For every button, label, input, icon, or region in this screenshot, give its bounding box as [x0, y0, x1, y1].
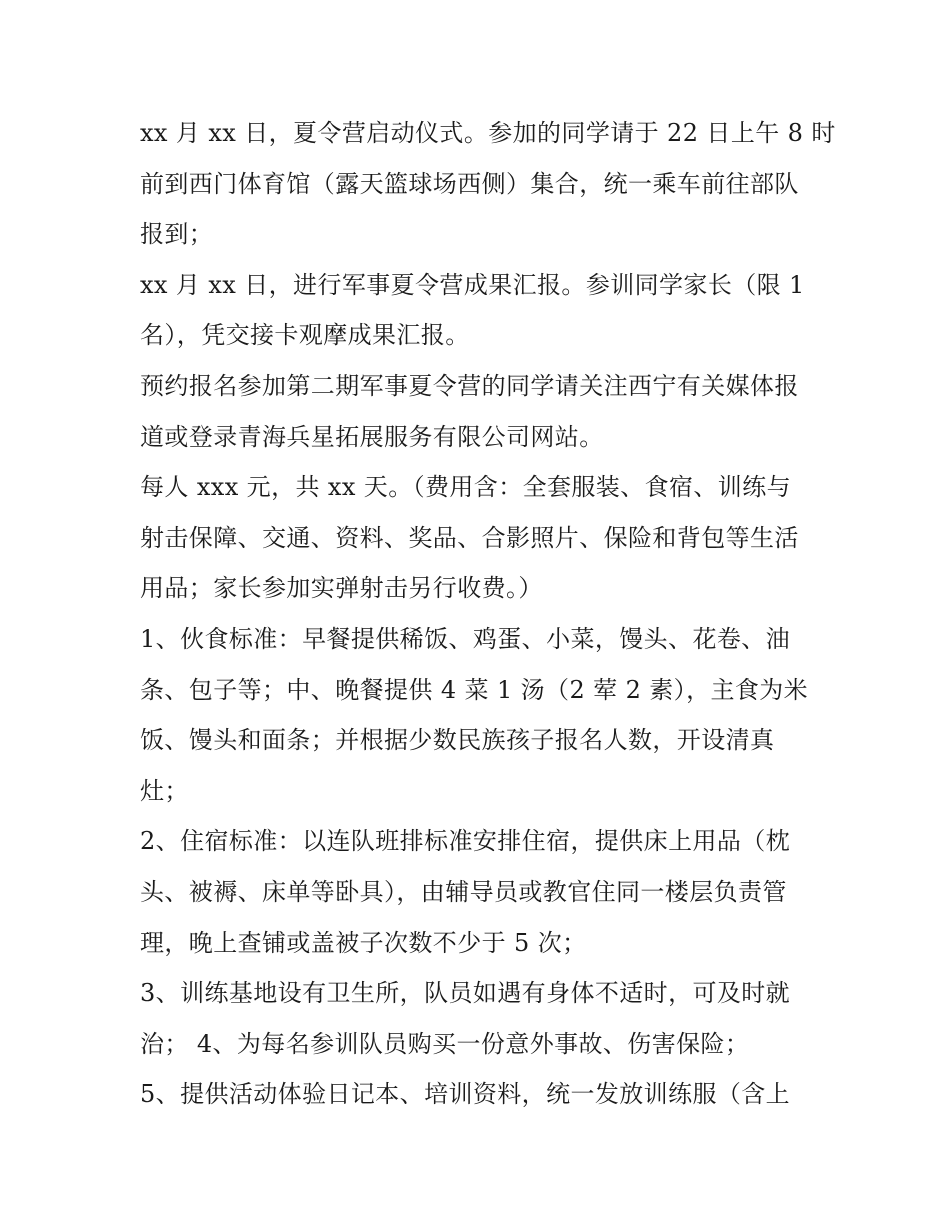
- text-line-2: 前到西门体育馆（露天篮球场西侧）集合，统一乘车前往部队: [140, 169, 799, 198]
- text-line-16: 头、被褥、床单等卧具），由辅导员或教官住同一楼层负责管: [140, 877, 787, 906]
- text-line-10: 用品；家长参加实弹射击另行收费。）: [140, 574, 543, 603]
- text-line-17: 理，晚上查铺或盖被子次数不少于 5 次；: [140, 928, 587, 957]
- text-line-8: 每人 xxx 元，共 xx 天。（费用含：全套服装、食宿、训练与: [140, 473, 791, 502]
- text-line-6: 预约报名参加第二期军事夏令营的同学请关注西宁有关媒体报: [140, 371, 799, 400]
- text-line-19: 治； 4、为每名参训队员购买一份意外事故、伤害保险；: [140, 1029, 750, 1058]
- text-line-11: 1、伙食标准：早餐提供稀饭、鸡蛋、小菜，馒头、花卷、油: [140, 624, 791, 653]
- text-line-7: 道或登录青海兵星拓展服务有限公司网站。: [140, 422, 604, 451]
- text-line-20: 5、提供活动体验日记本、培训资料，统一发放训练服（含上: [140, 1080, 791, 1109]
- text-line-14: 灶；: [140, 776, 189, 805]
- document-body: [140, 108, 836, 1120]
- text-line-1: xx 月 xx 日，夏令营启动仪式。参加的同学请于 22 日上午 8 时: [140, 119, 836, 147]
- text-line-13: 饭、馒头和面条；并根据少数民族孩子报名人数，开设清真: [140, 726, 775, 755]
- text-line-3: 报到；: [140, 220, 214, 249]
- text-line-4: xx 月 xx 日，进行军事夏令营成果汇报。参训同学家长（限 1: [140, 270, 805, 299]
- text-line-5: 名），凭交接卡观摩成果汇报。: [140, 321, 470, 350]
- text-line-12: 条、包子等；中、晚餐提供 4 菜 1 汤（2 荤 2 素），主食为米: [140, 675, 809, 704]
- text-line-15: 2、住宿标准：以连队班排标准安排住宿，提供床上用品（枕: [140, 827, 791, 856]
- text-line-18: 3、训练基地设有卫生所，队员如遇有身体不适时，可及时就: [140, 979, 791, 1008]
- text-line-9: 射击保障、交通、资料、奖品、合影照片、保险和背包等生活: [140, 523, 799, 552]
